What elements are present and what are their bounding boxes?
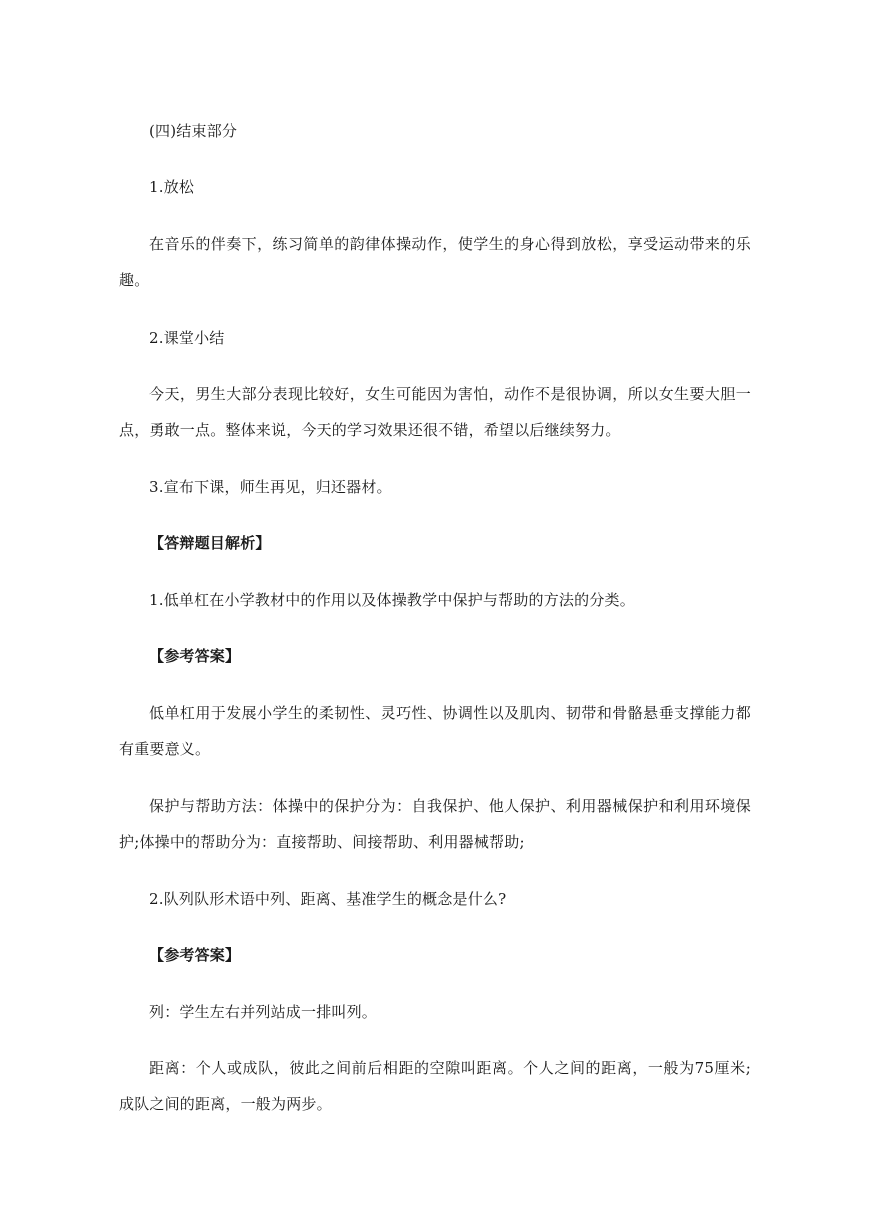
heading-reference-answer-2: 【参考答案】 xyxy=(149,946,241,964)
heading-defense-analysis: 【答辩题目解析】 xyxy=(149,534,271,552)
paragraph-dismiss: 3.宣布下课，师生再见，归还器材。 xyxy=(149,478,392,496)
answer-1-paragraph-1: 低单杠用于发展小学生的柔韧性、灵巧性、协调性以及肌肉、韧带和骨骼悬垂支撑能力都有重要意义。 xyxy=(119,704,751,758)
section-heading: (四)结束部分 xyxy=(149,122,238,140)
paragraph-summary: 今天，男生大部分表现比较好，女生可能因为害怕，动作不是很协调，所以女生要大胆一点，勇敢一点。整体来说，今天的学习效果还很不错，希望以后继续努力。 xyxy=(119,385,751,439)
subheading-relax: 1.放松 xyxy=(149,178,195,196)
answer-1-paragraph-2: 保护与帮助方法：体操中的保护分为：自我保护、他人保护、利用器械保护和利用环境保护;体操中的帮助分为：直接帮助、间接帮助、利用器械帮助; xyxy=(119,797,751,851)
answer-2-distance: 距离：个人或成队，彼此之间前后相距的空隙叫距离。个人之间的距离，一般为75厘米;成队之间的距离，一般为两步。 xyxy=(119,1059,751,1113)
heading-reference-answer: 【参考答案】 xyxy=(149,647,241,665)
question-2: 2.队列队形术语中列、距离、基准学生的概念是什么? xyxy=(149,890,507,908)
question-1: 1.低单杠在小学教材中的作用以及体操教学中保护与帮助的方法的分类。 xyxy=(149,591,635,609)
paragraph-relax: 在音乐的伴奏下，练习简单的韵律体操动作，使学生的身心得到放松，享受运动带来的乐趣。 xyxy=(119,235,751,289)
answer-2-column: 列：学生左右并列站成一排叫列。 xyxy=(149,1003,378,1021)
subheading-summary: 2.课堂小结 xyxy=(149,329,225,347)
